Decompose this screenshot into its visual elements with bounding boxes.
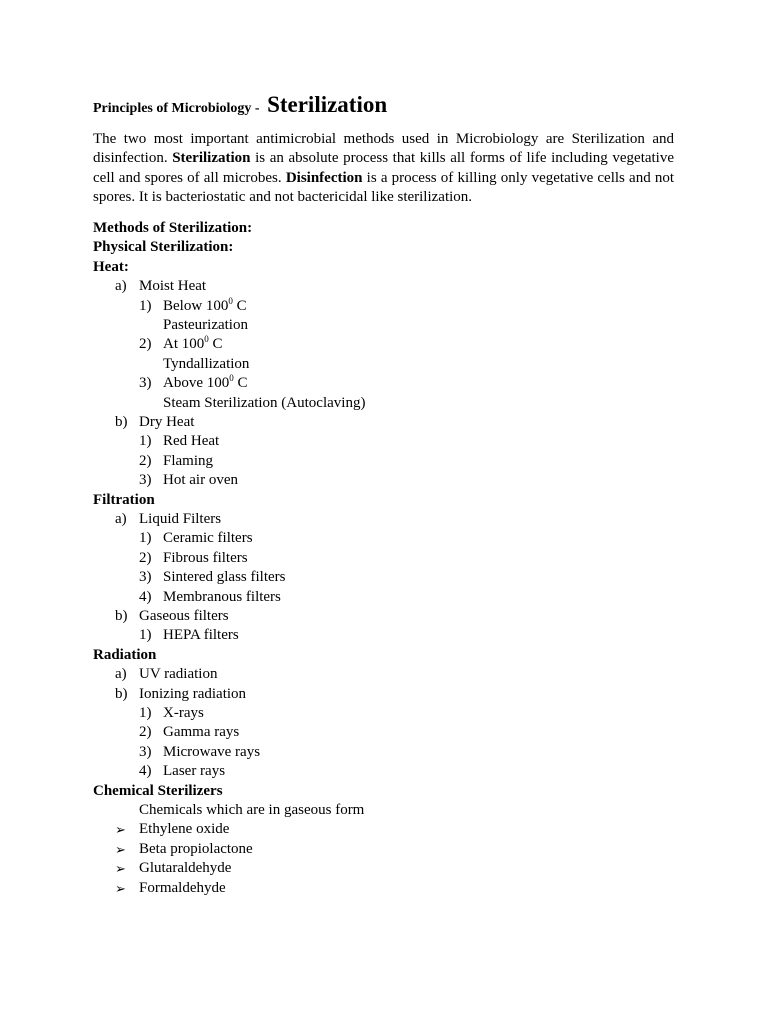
list-item-beta-propiolactone [93, 840, 393, 859]
list-text: Membranous filters [163, 588, 281, 605]
list-text: Red Heat [163, 433, 220, 450]
list-item-uv-radiation [93, 665, 393, 684]
tyndallization-text: Tyndallization [163, 355, 250, 372]
list-item-x-rays [93, 704, 393, 723]
list-text: Moist Heat [139, 278, 207, 295]
list-item-laser-rays [93, 762, 393, 781]
intro-paragraph [93, 130, 674, 208]
arrow-bullet-icon: ➢ [115, 880, 126, 896]
list-number: 2) [139, 549, 152, 566]
list-item-above-100 [93, 374, 393, 393]
list-number: 3) [139, 569, 152, 586]
list-item-formaldehyde [93, 879, 393, 898]
list-text: Microwave rays [163, 743, 261, 760]
list-text: Ceramic filters [163, 530, 253, 547]
list-label: b) [115, 685, 128, 702]
list-item-ethylene-oxide [93, 820, 393, 839]
arrow-bullet-icon: ➢ [115, 861, 126, 877]
list-text: HEPA filters [163, 627, 239, 644]
list-text: Dry Heat [139, 414, 195, 430]
list-number: 3) [139, 743, 152, 760]
list-number: 1) [139, 433, 152, 450]
list-number: 1) [139, 530, 152, 547]
pasteurization-text: Pasteurization [163, 317, 248, 333]
list-text: Flaming [163, 452, 214, 469]
list-item-gaseous-filters [93, 607, 393, 626]
page-title [93, 86, 387, 120]
intro-sentence-2: is an absolute process that kills all forms of life including vegetative cell and spores of all microbes. [93, 150, 675, 186]
list-text: Sintered glass filters [163, 569, 286, 586]
filtration-heading: Filtration [93, 491, 155, 508]
intro-sentence-1: The two most important antimicrobial methods used in Microbiology are Sterilization and disinfection. [93, 131, 674, 167]
radiation-heading: Radiation [93, 646, 157, 663]
list-text: Fibrous filters [163, 549, 248, 566]
list-text: Hot air oven [163, 472, 238, 489]
list-number: 4) [139, 588, 152, 605]
physical-heading: Physical Sterilization: [93, 239, 234, 256]
list-number: 2) [139, 724, 152, 741]
list-item-hot-air-oven [93, 471, 393, 490]
list-text: Below $100^0$ C [163, 295, 247, 314]
term-sterilization: Sterilization [172, 150, 251, 167]
list-item-moist-heat [93, 277, 393, 296]
list-text: Gaseous filters [139, 608, 229, 624]
list-text: Glutaraldehyde [139, 860, 232, 877]
heat-heading: Heat: [93, 258, 129, 275]
list-number: 1) [139, 705, 152, 721]
title-main: Sterilization [267, 92, 388, 117]
title-prefix: Principles of Microbiology - [93, 101, 260, 116]
list-text: Liquid Filters [139, 511, 222, 527]
chemical-heading: Chemical Sterilizers [93, 782, 223, 799]
list-number: 1) [139, 627, 152, 644]
list-label: b) [115, 414, 128, 430]
list-label: a) [115, 666, 127, 683]
term-disinfection: Disinfection [285, 169, 363, 186]
list-item-dry-heat [93, 413, 393, 432]
list-text: Gamma rays [163, 724, 240, 741]
list-item-glutaraldehyde [93, 859, 393, 878]
list-text: UV radiation [139, 666, 218, 683]
list-item-membranous-filters [93, 588, 393, 607]
list-text: At $100^0$ C [163, 334, 223, 353]
list-item-below-100 [93, 297, 393, 316]
methods-heading: Methods of Sterilization: [93, 220, 253, 236]
list-text: Above $100^0$ C [163, 373, 248, 392]
autoclaving-text: Steam Sterilization (Autoclaving) [163, 394, 366, 411]
list-item-at-100 [93, 335, 393, 354]
list-item-liquid-filters [93, 510, 393, 529]
intro-sentence-3: is a process of killing only vegetative cells and not spores. It is bacteriostatic and not bactericidal like sterilization. [93, 169, 675, 206]
list-text: Ionizing radiation [139, 685, 247, 702]
list-item-sintered-glass-filters [93, 568, 393, 587]
list-number: 1) [139, 297, 152, 314]
list-text: Beta propiolactone [139, 840, 253, 857]
list-item-microwave-rays [93, 743, 393, 762]
list-item-gamma-rays [93, 723, 393, 742]
list-item-red-heat [93, 432, 393, 451]
arrow-bullet-icon: ➢ [115, 822, 126, 838]
list-text: Ethylene oxide [139, 821, 230, 838]
list-text: X-rays [163, 705, 204, 721]
list-number: 2) [139, 452, 152, 469]
list-label: a) [115, 511, 127, 527]
list-label: b) [115, 608, 128, 624]
list-text: Laser rays [163, 763, 226, 780]
list-text: Formaldehyde [139, 879, 226, 896]
chemical-note: Chemicals which are in gaseous form [139, 802, 365, 818]
list-label: a) [115, 278, 127, 295]
list-item-fibrous-filters [93, 549, 393, 568]
list-number: 3) [139, 375, 152, 392]
list-item-ceramic-filters [93, 529, 393, 548]
list-number: 2) [139, 336, 152, 353]
list-item-ionizing-radiation [93, 685, 393, 704]
list-number: 3) [139, 472, 152, 489]
arrow-bullet-icon: ➢ [115, 841, 126, 857]
list-item-hepa-filters [93, 626, 393, 645]
list-number: 4) [139, 763, 152, 780]
list-item-flaming [93, 452, 393, 471]
